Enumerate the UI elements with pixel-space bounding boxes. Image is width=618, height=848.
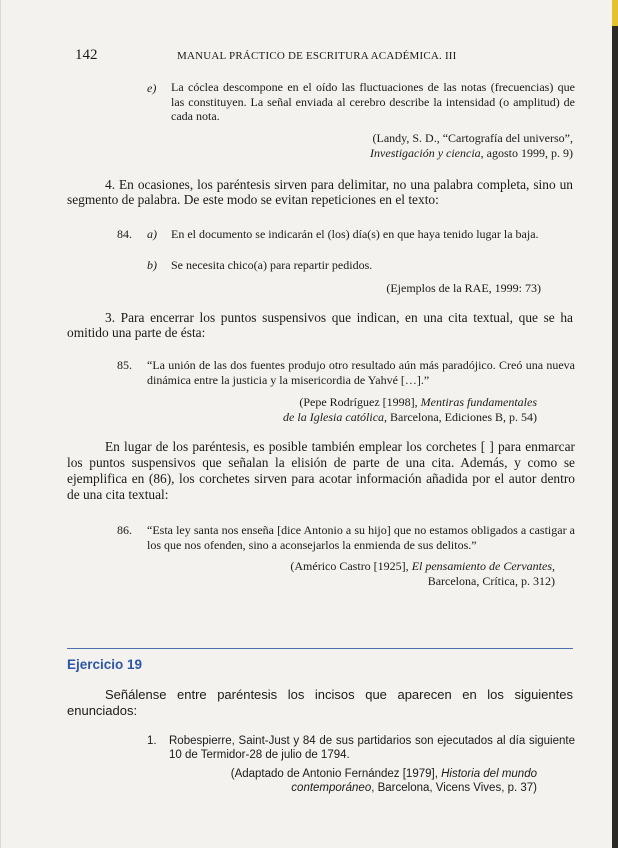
- example-85-text: “La unión de las dos fuentes produjo otro resultado aún más paradójico. Creó una nueva dinámica entre la justicia y la misericordia de Yahvé […].”: [147, 358, 575, 387]
- exercise-source-author: (Adaptado de Antonio Fernández [1979],: [230, 768, 442, 780]
- citation-1-details: , agosto 1999, p. 9): [480, 145, 573, 160]
- example-84-number: 84.: [117, 227, 132, 241]
- exercise-source-title-2: contemporáneo: [291, 782, 372, 794]
- section-divider: [67, 648, 573, 649]
- example-86-source-line1: [233, 559, 555, 574]
- exercise-source-title-1: Historia del mundo: [441, 768, 537, 780]
- example-86-source-line2: Barcelona, Crítica, p. 312): [427, 573, 555, 588]
- book-spine-edge: [612, 0, 618, 848]
- example-86-source: [233, 559, 555, 588]
- citation-1-line2: [313, 146, 573, 161]
- exercise-source-publisher: , Barcelona, Vicens Vives, p. 37): [371, 782, 537, 794]
- citation-1: [313, 131, 573, 160]
- example-84-a-text: En el documento se indicarán el (los) día(s) en que haya tenido lugar la baja.: [171, 227, 539, 241]
- paragraph-brackets: En lugar de los paréntesis, es posible también emplear los corchetes [ ] para enmarcar los puntos suspensivos que señalan la elisión de parte de una cita. Además, y como se ejemplifica en (86), los corchetes sirven para acotar información añadida por el autor dentro de una cita textual:: [67, 439, 575, 502]
- example-85-title-1: Mentiras fundamentales: [420, 395, 537, 409]
- example-84-b-marker: b): [147, 258, 157, 272]
- example-86-title: El pensamiento de Cervantes,: [411, 559, 555, 573]
- exercise-source: [191, 767, 537, 795]
- exercise-instruction: Señálense entre paréntesis los incisos que aparecen en los siguientes enunciados:: [67, 687, 573, 718]
- paragraph-3: 3. Para encerrar los puntos suspensivos que indican, en una cita textual, que se ha omitido una parte de ésta:: [67, 310, 573, 340]
- citation-1-line1: (Landy, S. D., “Cartografía del universo”,: [372, 131, 573, 145]
- example-85-title-2: de la Iglesia católica: [283, 409, 385, 424]
- exercise-item-text: Robespierre, Saint-Just y 84 de sus partidarios son ejecutados al día siguiente 10 de Termidor-28 de julio de 1794.: [169, 735, 575, 761]
- paragraph-4: 4. En ocasiones, los paréntesis sirven para delimitar, no una palabra completa, sino un segmento de palabra. De este modo se evitan repeticiones en el texto:: [67, 177, 573, 207]
- example-85-source-line1: [233, 395, 537, 410]
- bookmark-tab: [612, 0, 618, 26]
- citation-1-journal: Investigación y ciencia: [370, 145, 481, 160]
- example-85-number: 85.: [117, 358, 132, 372]
- running-header: MANUAL PRÁCTICO DE ESCRITURA ACADÉMICA. III: [177, 50, 457, 62]
- example-84-a-marker: a): [147, 227, 157, 241]
- exercise-source-line1: [191, 767, 537, 781]
- example-85-publisher: , Barcelona, Ediciones B, p. 54): [384, 409, 537, 424]
- exercise-title: Ejercicio 19: [67, 657, 143, 672]
- exercise-source-line2: [191, 781, 537, 795]
- example-86-author: (Américo Castro [1925],: [290, 559, 412, 573]
- example-84-b-text: Se necesita chico(a) para repartir pedidos.: [171, 258, 373, 272]
- example-85-author: (Pepe Rodríguez [1998],: [299, 395, 421, 409]
- example-85-source: [233, 395, 537, 424]
- page-number: 142: [75, 47, 98, 63]
- item-e-marker: e): [147, 81, 157, 95]
- exercise-item-number: 1.: [147, 735, 157, 747]
- example-86-number: 86.: [117, 523, 132, 537]
- example-84-source: (Ejemplos de la RAE, 1999: 73): [386, 281, 541, 295]
- item-e-text: La cóclea descompone en el oído las fluctuaciones de las notas (frecuencias) que las constituyen. La señal enviada al cerebro describe la intensidad (o amplitud) de cada nota.: [171, 80, 575, 123]
- example-85-source-line2: [233, 410, 537, 425]
- example-86-text: “Esta ley santa nos enseña [dice Antonio a su hijo] que no estamos obligados a castigar a los que nos ofenden, sino a aconsejarlos la enmienda de sus delitos.”: [147, 523, 575, 552]
